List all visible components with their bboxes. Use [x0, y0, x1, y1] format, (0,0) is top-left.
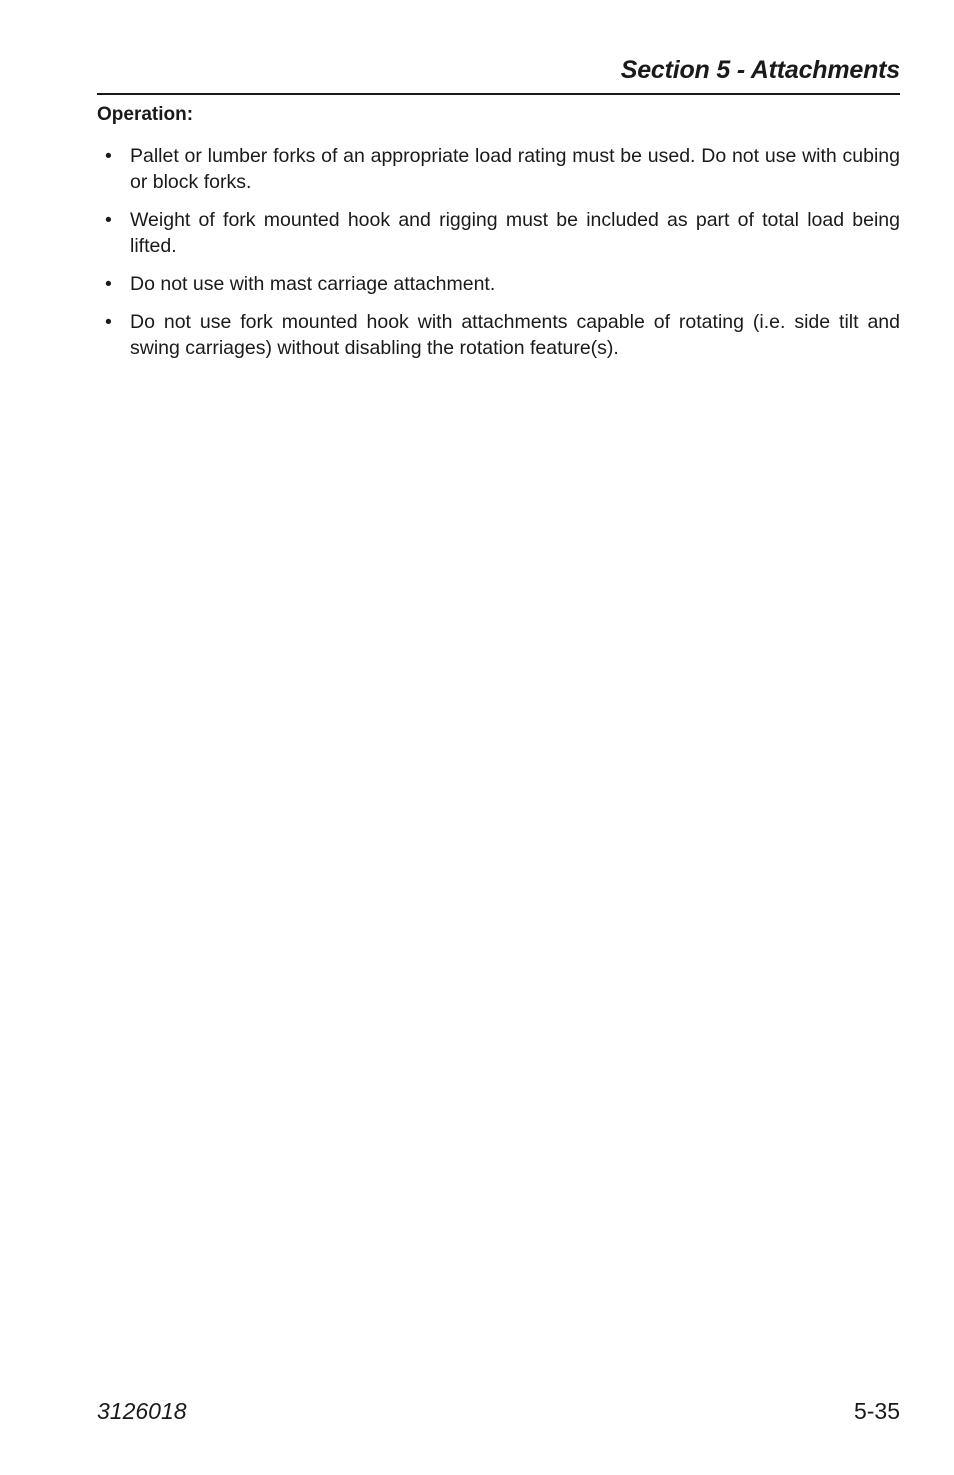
bullet-icon: •	[105, 311, 112, 333]
list-item	[97, 143, 900, 195]
operation-heading: Operation:	[97, 104, 194, 125]
bullet-icon: •	[105, 209, 112, 231]
bullet-icon: •	[105, 273, 112, 295]
bullet-icon: •	[105, 145, 112, 167]
operation-bullet-list	[97, 143, 900, 373]
page-number: 5-35	[853, 1398, 900, 1424]
header-divider	[97, 93, 900, 95]
list-item-text: Pallet or lumber forks of an appropriate load rating must be used. Do not use with cubing or block forks.	[130, 145, 900, 193]
list-item	[97, 207, 900, 259]
list-item-text: Do not use fork mounted hook with attachments capable of rotating (i.e. side tilt and swing carriages) without disabling the rotation feature(s).	[130, 311, 900, 359]
list-item-text: Do not use with mast carriage attachment.	[130, 273, 496, 295]
document-number: 3126018	[97, 1398, 187, 1424]
list-item-text: Weight of fork mounted hook and rigging must be included as part of total load being lifted.	[130, 209, 900, 257]
section-title: Section 5 - Attachments	[620, 56, 900, 84]
list-item	[97, 271, 900, 297]
list-item	[97, 309, 900, 361]
